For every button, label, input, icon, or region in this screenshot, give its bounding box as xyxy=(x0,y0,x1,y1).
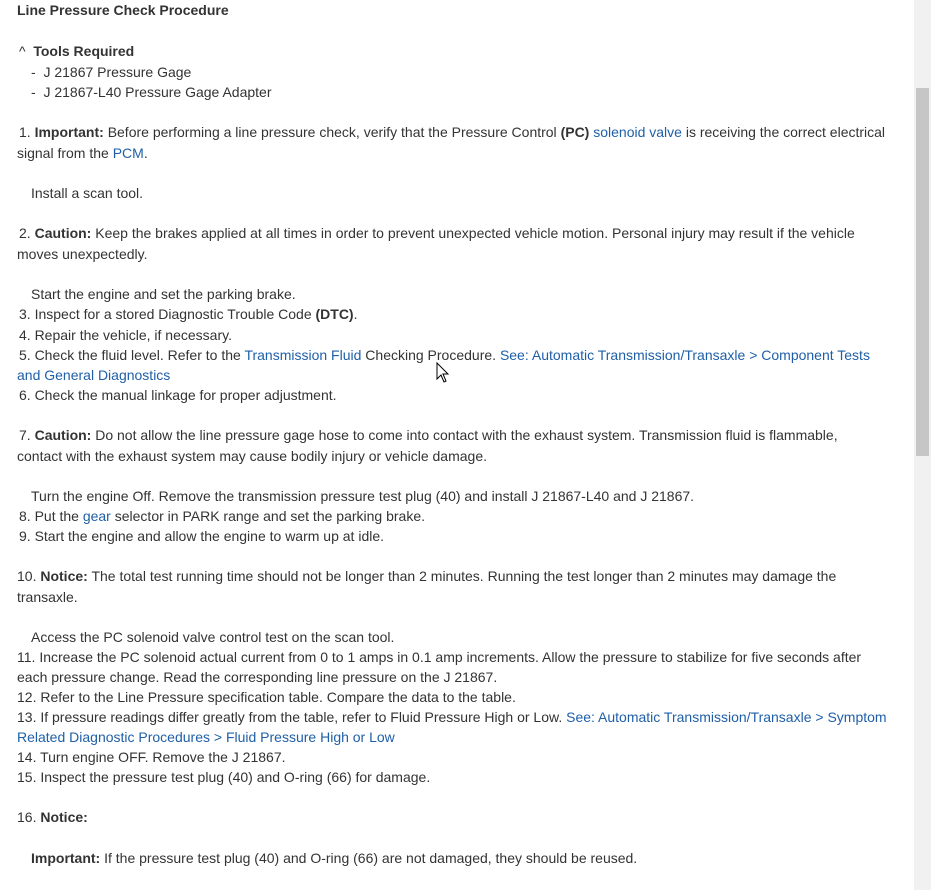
step-13-cont xyxy=(17,727,395,747)
step-10: 10. Notice: The total test running time should not be longer than 2 minutes. Running the test longer than 2 minutes may damage the xyxy=(17,568,837,584)
scrollbar-thumb[interactable] xyxy=(916,88,929,456)
step-2: 2. Caution: Keep the brakes applied at all times in order to prevent unexpected vehicle motion. Personal injury may result if the vehicle xyxy=(19,225,855,241)
step-11: 11. Increase the PC solenoid actual current from 0 to 1 amps in 0.1 amp increments. Allow the pressure to stabilize for five seconds after xyxy=(17,649,862,665)
step-5: 5. Check the fluid level. Refer to the Transmission Fluid Checking Procedure. See: Automatic Transmission/Transaxle > Component Tests xyxy=(19,347,870,363)
tools-heading: Tools Required xyxy=(33,43,135,59)
step-1-action: Install a scan tool. xyxy=(31,185,144,201)
pcm-link[interactable]: PCM xyxy=(112,145,144,161)
step-6: 6. Check the manual linkage for proper adjustment. xyxy=(19,387,337,403)
transmission-fluid-link[interactable]: Transmission Fluid xyxy=(244,347,362,363)
step-9: 9. Start the engine and allow the engine to warm up at idle. xyxy=(19,528,385,544)
solenoid-valve-link[interactable]: solenoid valve xyxy=(593,124,682,140)
step-8: 8. Put the gear selector in PARK range and set the parking brake. xyxy=(19,508,425,524)
symptom-link-cont[interactable]: Related Diagnostic Procedures > Fluid Pressure High or Low xyxy=(17,729,395,745)
component-tests-link-cont[interactable]: and General Diagnostics xyxy=(17,367,171,383)
step-2-cont: moves unexpectedly. xyxy=(17,246,148,262)
collapse-toggle-icon[interactable]: ^ xyxy=(19,43,26,59)
step-7-cont: contact with the exhaust system may cause bodily injury or vehicle damage. xyxy=(17,448,488,464)
mouse-pointer-icon xyxy=(436,362,450,384)
step-2-action: Start the engine and set the parking brake. xyxy=(31,286,296,302)
step-3: 3. Inspect for a stored Diagnostic Trouble Code (DTC). xyxy=(19,306,358,322)
gear-link[interactable]: gear xyxy=(82,508,111,524)
step-5-cont xyxy=(17,365,170,385)
step-1-cont: signal from the PCM. xyxy=(17,145,148,161)
step-7-action: Turn the engine Off. Remove the transmission pressure test plug (40) and install J 21867-L40 and J 21867. xyxy=(31,488,695,504)
step-11-cont: each pressure change. Read the corresponding line pressure on the J 21867. xyxy=(17,669,498,685)
tool-item: - J 21867-L40 Pressure Gage Adapter xyxy=(31,84,272,100)
step-16-important: Important: If the pressure test plug (40) and O-ring (66) are not damaged, they should be reused. xyxy=(31,850,638,866)
step-7: 7. Caution: Do not allow the line pressure gage hose to come into contact with the exhaust system. Transmission fluid is flammable, xyxy=(19,427,838,443)
step-4: 4. Repair the vehicle, if necessary. xyxy=(19,327,232,343)
step-15: 15. Inspect the pressure test plug (40) and O-ring (66) for damage. xyxy=(17,769,431,785)
tools-section-header[interactable] xyxy=(19,41,134,61)
step-10-cont: transaxle. xyxy=(17,589,78,605)
step-10-action: Access the PC solenoid valve control test on the scan tool. xyxy=(31,629,395,645)
symptom-link[interactable]: See: Automatic Transmission/Transaxle > Symptom xyxy=(566,709,887,725)
component-tests-link[interactable]: See: Automatic Transmission/Transaxle > Component Tests xyxy=(499,347,870,363)
page-title: Line Pressure Check Procedure xyxy=(17,2,229,18)
step-14: 14. Turn engine OFF. Remove the J 21867. xyxy=(17,749,286,765)
step-13: 13. If pressure readings differ greatly from the table, refer to Fluid Pressure High or Low. See: Automatic Transmission/Transaxle > Symptom xyxy=(17,709,887,725)
step-16: 16. Notice: xyxy=(17,809,88,825)
tool-item: - J 21867 Pressure Gage xyxy=(31,64,192,80)
step-1: 1. Important: Before performing a line pressure check, verify that the Pressure Control (PC) solenoid valve is receiving the correct electrical xyxy=(19,124,886,140)
step-12: 12. Refer to the Line Pressure specification table. Compare the data to the table. xyxy=(17,689,516,705)
